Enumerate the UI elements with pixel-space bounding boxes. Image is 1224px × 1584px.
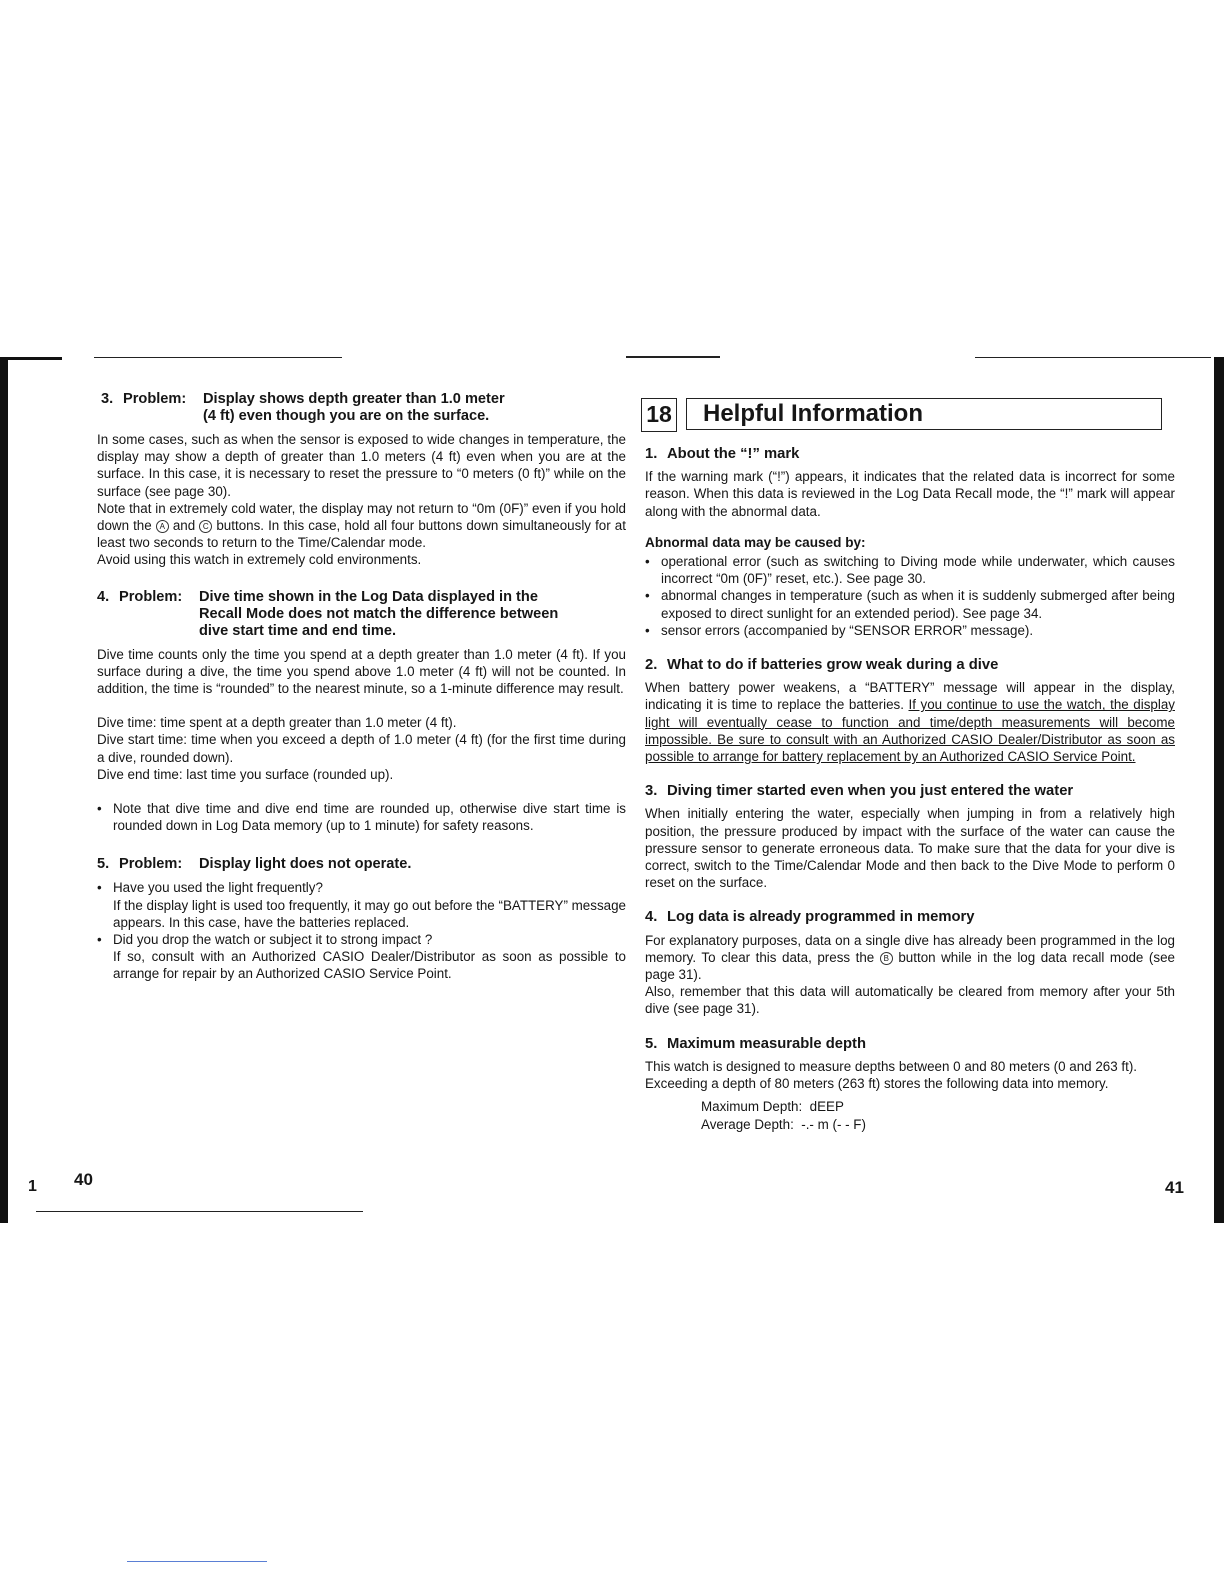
chapter-header xyxy=(645,398,1175,434)
info-4-paragraph: For explanatory purposes, data on a single dive has already been programmed in the log memory. To clear this data, press the B button while in the log data recall mode (see page 31). xyxy=(645,932,1175,983)
info-5-section xyxy=(645,1036,1175,1133)
problem-3-section xyxy=(97,391,626,569)
light-troubleshoot-list xyxy=(97,879,626,982)
info-3-paragraph: When initially entering the water, especially when jumping in from a relatively high position, the pressure produced by impact with the surface of the water can cause the pressure sensor to generate erroneous data. To make sure that the data for your dive is correct, switch to the Time/Calendar Mode and then back to the Dive Mode to perform 0 reset on the surface. xyxy=(645,806,1175,891)
info-1-section xyxy=(645,446,1175,639)
cold-water-paragraph: Note that in extremely cold water, the display may not return to “0m (0F)” even if you hold down the A and C buttons. In this case, hold all four buttons down simultaneously for at least two seconds to return to the Time/Calendar mode. xyxy=(97,500,626,551)
problem-5-heading: 5. Problem: Display light does not operate. xyxy=(97,856,412,873)
definition-dive-start-time: Dive start time: time when you exceed a depth of 1.0 meter (4 ft) (for the first time during a dive, rounded down). xyxy=(97,732,626,765)
rounding-note: • Note that dive time and dive end time are rounded up, otherwise dive start time is rounded down in Log Data memory (up to 1 minute) for safety reasons. xyxy=(97,800,626,834)
info-5-heading: 5. Maximum measurable depth xyxy=(645,1035,866,1052)
info-2-heading: 2. What to do if batteries grow weak during a dive xyxy=(645,657,999,674)
definition-dive-end-time: Dive end time: last time you surface (rounded up). xyxy=(97,766,394,782)
problem-5-section xyxy=(97,856,626,982)
info-1-paragraph: If the warning mark (“!”) appears, it indicates that the related data is incorrect for some reason. When this data is reviewed in the Log Data Recall mode, the “!” mark will appear along with the abnormal data. xyxy=(645,469,1175,519)
cold-environment-warning: Avoid using this watch in extremely cold environments. xyxy=(97,552,422,568)
problem-4-title-line: Recall Mode does not match the difference between xyxy=(199,605,559,622)
scan-edge-right xyxy=(1214,357,1224,1223)
info-2-section xyxy=(645,657,1175,765)
problem-4-title-line: dive start time and end time. xyxy=(199,622,397,639)
page-40-column xyxy=(97,391,626,1001)
top-rule-right xyxy=(975,357,1211,358)
problem-4-paragraph: Dive time counts only the time you spend at a depth greater than 1.0 meter (4 ft). If you surface during a dive, the time you spend above 1.0 meter (4 ft) will not be counted. In addition, the time is “rounded” to the nearest minute, so a 1-minute difference may result. xyxy=(97,646,626,697)
problem-4-title-line: Dive time shown in the Log Data displayed in the xyxy=(199,588,538,605)
problem-4-heading: 4. Problem: Dive time shown in the Log Data displayed in the Recall Mode does not match the difference between dive start time and end time. xyxy=(97,589,626,640)
problem-3-heading: 3. Problem: Display shows depth greater than 1.0 meter (4 ft) even though you are on the surface. xyxy=(97,391,626,425)
problem-3-paragraph: In some cases, such as when the sensor is exposed to wide changes in temperature, the display may show a depth of greater than 1.0 meters (4 ft) even when you are at the surface. In this case, it is necessary to reset the pressure to “0 meters (0 ft)” while on the surface (see page 30). xyxy=(97,432,626,499)
info-1-heading: 1. About the “!” mark xyxy=(645,446,800,462)
list-item: • abnormal changes in temperature (such as when it is suddenly submerged after being exposed to direct sunlight for an extended period). See page 34. xyxy=(645,587,1175,621)
margin-mark: 1 xyxy=(28,1178,37,1195)
top-rule-left xyxy=(94,357,342,358)
info-5-paragraph-2: Exceeding a depth of 80 meters (263 ft) stores the following data into memory. xyxy=(645,1076,1109,1092)
list-item: • operational error (such as switching to Diving mode while underwater, which causes incorrect “0m (0F)” reset, etc.). See page 30. xyxy=(645,553,1175,587)
bottom-blue-line xyxy=(127,1561,267,1562)
list-item: • Did you drop the watch or subject it to strong impact ? If so, consult with an Authorized CASIO Dealer/Distributor as soon as possible to arrange for repair by an Authorized CASIO Service Point. xyxy=(97,931,626,983)
battery-warning-underlined: If you continue to use the watch, the display light will eventually cease to function and time/depth measurements will become impossible. Be sure to consult with an Authorized CASIO Dealer/Distributor as soon as possible to arrange for battery replacement by an Authorized CASIO Service Point. xyxy=(645,697,1175,765)
button-a-icon: A xyxy=(156,520,169,533)
depth-readout-lines xyxy=(645,1098,1175,1132)
chapter-number: 18 xyxy=(641,398,677,432)
info-4-section xyxy=(645,909,1175,1017)
definition-dive-time: Dive time: time spent at a depth greater than 1.0 meter (4 ft). xyxy=(97,715,457,731)
button-b-icon: B xyxy=(880,952,893,965)
abnormal-causes-list xyxy=(645,553,1175,639)
scan-edge-left xyxy=(0,357,8,1223)
scan-edge-top xyxy=(0,357,62,360)
page-number-41: 41 xyxy=(1165,1178,1184,1197)
info-5-paragraph: This watch is designed to measure depths between 0 and 80 meters (0 and 263 ft). xyxy=(645,1058,1138,1074)
chapter-title: Helpful Information xyxy=(686,398,1162,430)
button-c-icon: C xyxy=(199,520,212,533)
top-rule-middle xyxy=(626,356,720,358)
problem-3-title-line: Display shows depth greater than 1.0 meter xyxy=(203,391,505,407)
list-item: • sensor errors (accompanied by “SENSOR ERROR” message). xyxy=(645,622,1175,639)
problem-3-title-line: (4 ft) even though you are on the surface. xyxy=(203,408,490,424)
avg-depth-line: Average Depth: -.- m (- - F) xyxy=(701,1116,866,1132)
page-number-40: 40 xyxy=(74,1170,93,1189)
info-2-paragraph: When battery power weakens, a “BATTERY” message will appear in the display, indicating it is time to replace the batteries. If you continue to use the watch, the display light will eventually cease to function and time/depth measurements will become impossible. Be sure to consult with an Authorized CASIO Dealer/Distributor as soon as possible to arrange for battery replacement by an Authorized CASIO Service Point. xyxy=(645,680,1175,765)
abnormal-data-subheading: Abnormal data may be caused by: xyxy=(645,534,866,550)
list-item: • Have you used the light frequently? If the display light is used too frequently, it may go out before the “BATTERY” message appears. In this case, have the batteries replaced. xyxy=(97,879,626,931)
info-4-heading: 4. Log data is already programmed in memory xyxy=(645,909,975,926)
bottom-rule-left xyxy=(36,1211,363,1212)
info-3-section xyxy=(645,783,1175,891)
rounding-note-list xyxy=(97,800,626,834)
problem-4-section xyxy=(97,589,626,835)
info-4-paragraph-2: Also, remember that this data will automatically be cleared from memory after your 5th dive (see page 31). xyxy=(645,984,1175,1017)
max-depth-line: Maximum Depth: dEEP xyxy=(701,1099,844,1115)
page-41-column xyxy=(645,398,1175,1151)
info-3-heading: 3. Diving timer started even when you just entered the water xyxy=(645,783,1074,800)
